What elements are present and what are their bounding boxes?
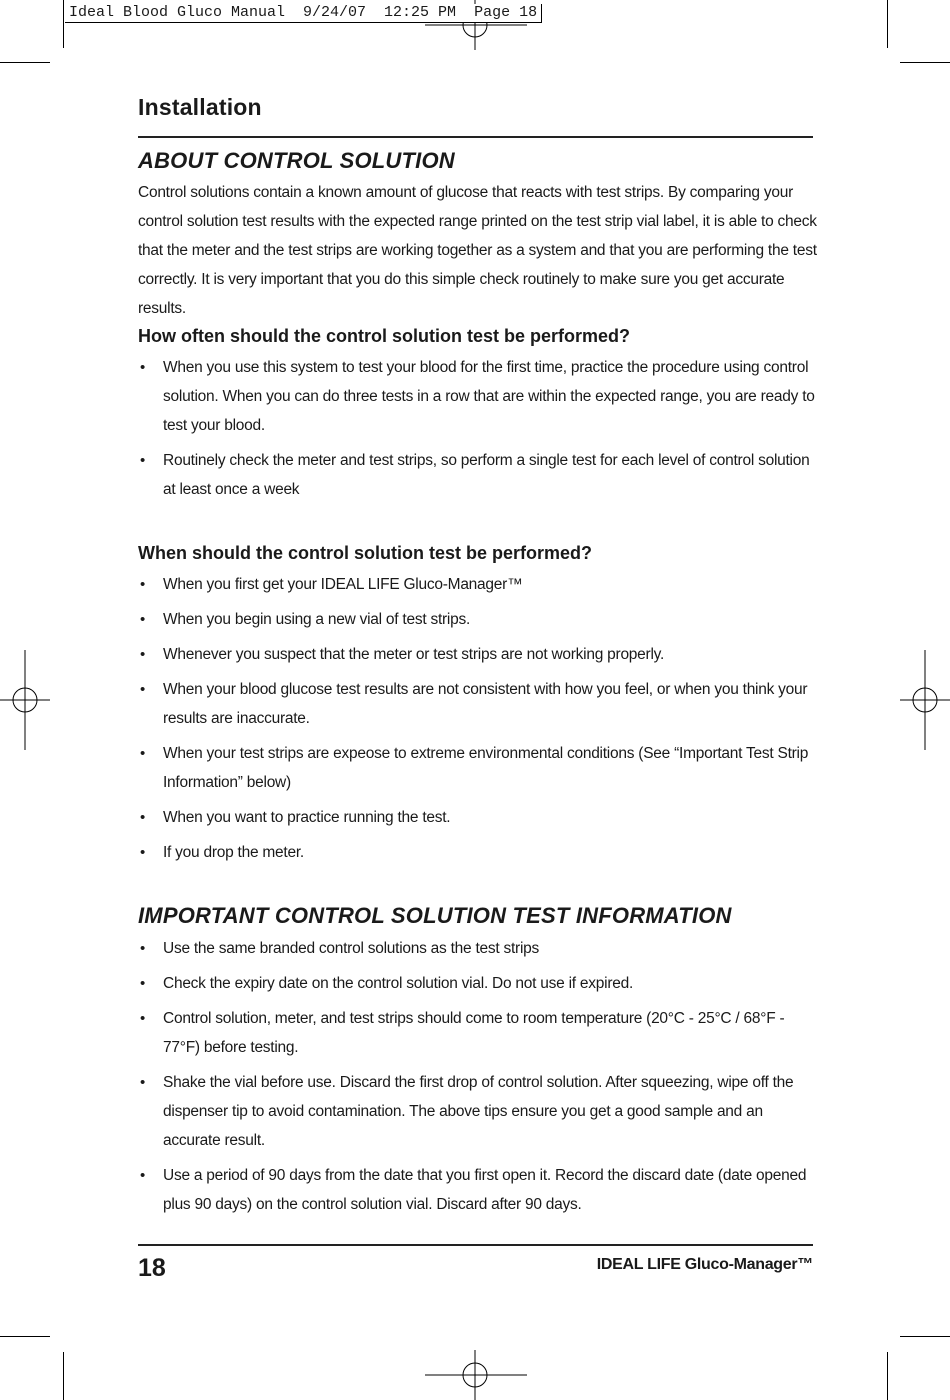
registration-mark-left [0,650,50,750]
printer-slug: Ideal Blood Gluco Manual 9/24/07 12:25 PM Page 18 [65,4,542,23]
list-item: • When you use this system to test your blood for the first time, practice the procedure using control solution. When you can do three tests in a row that are within the expected range, you are ready to test your blood. [140,359,815,434]
footer-brand: IDEAL LIFE Gluco-Manager™ [596,1256,813,1273]
list-item-text: When you want to practice running the test. [163,809,451,826]
footer-rule [138,1244,813,1246]
page-number: 18 [138,1254,166,1282]
section-label: Installation [138,94,262,120]
list-item-text: When you begin using a new vial of test strips. [163,611,471,628]
list-item: • Shake the vial before use. Discard the first drop of control solution. After squeezing, wipe off the dispenser tip to avoid contamination. The above tips ensure you get a good sample and an accurate result. [140,1074,794,1149]
important-list [138,934,818,1225]
when-list [138,570,818,873]
list-item-text: When your blood glucose test results are not consistent with how you feel, or when you think your results are inaccurate. [163,681,808,727]
about-heading: ABOUT CONTROL SOLUTION [138,148,455,173]
list-item: • When you first get your IDEAL LIFE Gluco-Manager™ [140,576,523,593]
list-item-text: Control solution, meter, and test strips should come to room temperature (20°C - 25°C / 68°F - 77°F) before testing. [163,1010,785,1056]
list-item-text: When you first get your IDEAL LIFE Gluco-Manager™ [163,576,523,593]
important-heading: IMPORTANT CONTROL SOLUTION TEST INFORMATION [138,903,732,928]
list-item-text: Check the expiry date on the control solution vial. Do not use if expired. [163,975,634,992]
list-item: • When you begin using a new vial of test strips. [140,611,471,628]
crop-mark [900,62,950,63]
list-item: • If you drop the meter. [140,844,304,861]
crop-mark [887,1352,888,1400]
list-item: • Whenever you suspect that the meter or test strips are not working properly. [140,646,665,663]
list-item-text: Whenever you suspect that the meter or test strips are not working properly. [163,646,665,663]
list-item-text: When you use this system to test your blood for the first time, practice the procedure using control solution. When you can do three tests in a row that are within the expected range, you are ready to test your blood. [163,359,815,434]
registration-mark-bottom [425,1350,527,1400]
crop-mark [63,1352,64,1400]
list-item: • Routinely check the meter and test strips, so perform a single test for each level of control solution at least once a week [140,452,810,498]
registration-mark-right [900,650,950,750]
crop-mark [887,0,888,48]
list-item: • Control solution, meter, and test strips should come to room temperature (20°C - 25°C / 68°F - 77°F) before testing. [140,1010,785,1056]
when-heading: When should the control solution test be performed? [138,543,592,563]
how-often-heading: How often should the control solution test be performed? [138,326,630,346]
list-item-text: Shake the vial before use. Discard the first drop of control solution. After squeezing, wipe off the dispenser tip to avoid contamination. The above tips ensure you get a good sample and an accurate result. [163,1074,794,1149]
list-item: • Use a period of 90 days from the date that you first open it. Record the discard date (date opened plus 90 days) on the control solution vial. Discard after 90 days. [140,1167,807,1213]
list-item-text: Use the same branded control solutions as the test strips [163,940,540,957]
about-paragraph: Control solutions contain a known amount of glucose that reacts with test strips. By comparing your control solution test results with the expected range printed on the test strip vial label, it is able to check that the meter and the test strips are working together as a system and that you are performing the test correctly. It is very important that you do this simple check routinely to make sure you get accurate results. [138,184,817,317]
list-item: • Use the same branded control solutions as the test strips [140,940,540,957]
how-often-list [138,353,818,510]
crop-mark [0,1336,50,1337]
list-item: • When you want to practice running the test. [140,809,451,826]
list-item-text: If you drop the meter. [163,844,304,861]
crop-mark [900,1336,950,1337]
list-item-text: Use a period of 90 days from the date that you first open it. Record the discard date (date opened plus 90 days) on the control solution vial. Discard after 90 days. [163,1167,807,1213]
list-item: • When your blood glucose test results are not consistent with how you feel, or when you think your results are inaccurate. [140,681,808,727]
crop-mark [0,62,50,63]
list-item: • When your test strips are expeose to extreme environmental conditions (See “Important Test Strip Information” below) [140,745,809,791]
list-item-text: When your test strips are expeose to extreme environmental conditions (See “Important Test Strip Information” below) [163,745,809,791]
crop-mark [63,0,64,48]
list-item: • Check the expiry date on the control solution vial. Do not use if expired. [140,975,634,992]
header-rule [138,136,813,138]
list-item-text: Routinely check the meter and test strips, so perform a single test for each level of control solution at least once a week [163,452,810,498]
